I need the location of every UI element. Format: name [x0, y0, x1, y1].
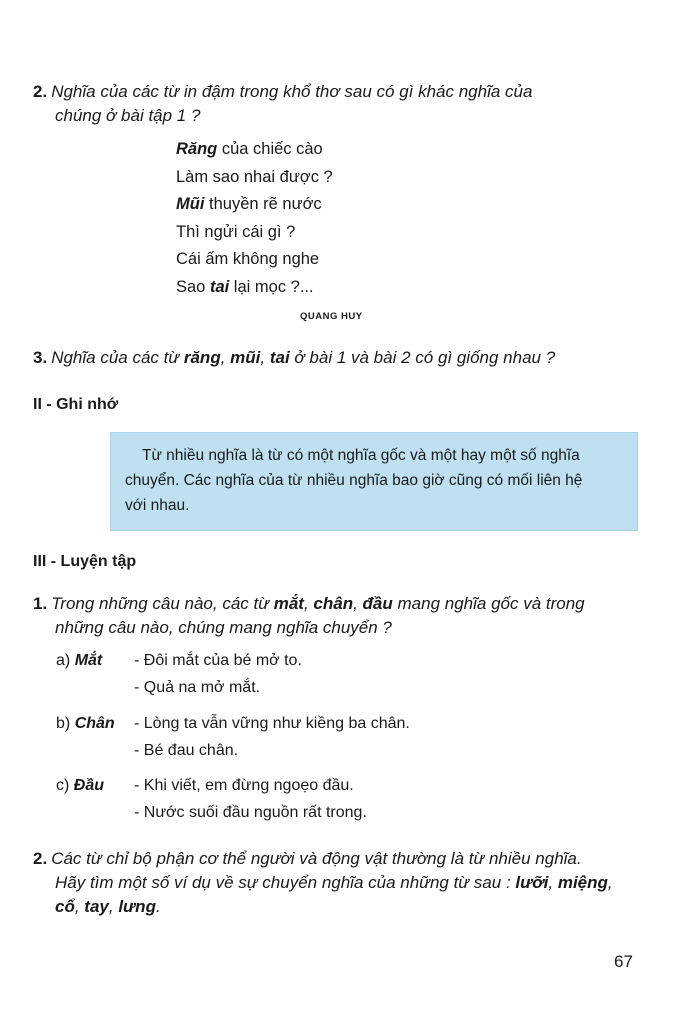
item-row [56, 647, 302, 674]
poem [176, 136, 333, 301]
poem-line [176, 164, 333, 192]
question-2-text: Nghĩa của các từ in đậm trong khổ thơ sau có gì khác nghĩa của [51, 82, 533, 101]
exercise-text: Trong những câu nào, các từ [51, 594, 274, 613]
poem-text: Làm sao nhai được ? [176, 167, 333, 186]
separator: , [303, 594, 314, 613]
item-label [56, 710, 134, 737]
question-3 [33, 346, 683, 370]
item-sentence: - Bé đau chân. [134, 742, 239, 759]
poem-line [176, 246, 333, 274]
exercise-text: Hãy tìm một số ví dụ về sự chuyển nghĩa của những từ sau : [55, 873, 516, 892]
note-line: với nhau. [125, 497, 190, 514]
question-2-line2: chúng ở bài tập 1 ? [55, 106, 201, 125]
bold-word: đầu [362, 594, 393, 613]
poem-text: lại mọc ?... [229, 277, 314, 296]
exercise-1-line1 [33, 592, 683, 616]
note-line: chuyển. Các nghĩa của từ nhiều nghĩa bao giờ cũng có mối liên hệ [125, 472, 583, 489]
bold-word: tai [209, 277, 230, 296]
item-word: Đầu [73, 777, 105, 794]
poem-text: thuyền rẽ nước [204, 195, 322, 213]
separator: , [220, 348, 231, 367]
bold-word: Răng [176, 140, 218, 158]
bold-word: miệng [557, 873, 608, 892]
separator: , [353, 594, 363, 613]
exercise-1 [33, 592, 683, 640]
bold-word: cổ [55, 897, 75, 916]
separator: , [607, 873, 613, 892]
bold-word: răng [183, 348, 221, 367]
item-word: Chân [74, 715, 115, 732]
exercise-item-a [56, 647, 302, 701]
question-number: 2. [33, 82, 48, 101]
poem-author: QUANG HUY [300, 311, 363, 322]
separator: , [74, 897, 85, 916]
item-row [56, 710, 410, 737]
separator: , [260, 348, 270, 367]
bold-word: tay [84, 897, 109, 916]
item-prefix: a) [56, 652, 71, 669]
poem-line [176, 191, 333, 219]
section-luyen-tap-title: III - Luyện tập [33, 553, 137, 570]
poem-text: Sao [176, 277, 210, 296]
item-label [56, 772, 134, 799]
item-word: Mắt [74, 652, 103, 669]
item-sentence: - Khi viết, em đừng ngoẹo đầu. [134, 777, 354, 794]
question-number: 3. [33, 348, 48, 367]
separator: . [155, 897, 161, 916]
exercise-1-line2: những câu nào, chúng mang nghĩa chuyển ? [55, 618, 392, 637]
item-sentence: - Đôi mắt của bé mở to. [134, 652, 302, 669]
item-label [56, 647, 134, 674]
item-prefix: c) [56, 777, 70, 794]
exercise-text: Các từ chỉ bộ phận cơ thể người và động vật thường là từ nhiều nghĩa. [51, 849, 582, 868]
item-row [56, 772, 367, 799]
exercise-2-line1 [33, 847, 688, 871]
bold-word: chân [313, 594, 354, 613]
note-box [110, 432, 638, 531]
separator: , [548, 873, 558, 892]
exercise-2-line3 [33, 895, 688, 919]
note-line: Từ nhiều nghĩa là từ có một nghĩa gốc và một hay một số nghĩa [142, 447, 580, 464]
section-ghi-nho-title: II - Ghi nhớ [33, 396, 119, 413]
exercise-text: mang nghĩa gốc và trong [392, 594, 585, 613]
page-number: 67 [614, 952, 633, 971]
item-sentence: - Lòng ta vẫn vững như kiềng ba chân. [134, 715, 410, 732]
poem-line [176, 219, 333, 247]
item-prefix: b) [56, 715, 71, 732]
exercise-2-line2 [33, 871, 688, 895]
poem-line [176, 274, 333, 302]
question-2-line1 [33, 80, 673, 104]
question-3-text: ở bài 1 và bài 2 có gì giống nhau ? [289, 348, 556, 367]
bold-word: Mũi [176, 195, 205, 213]
exercise-item-c [56, 772, 367, 826]
bold-word: mũi [230, 348, 261, 367]
poem-line [176, 136, 333, 164]
bold-word: mắt [273, 594, 304, 613]
question-2 [33, 80, 673, 128]
separator: , [108, 897, 119, 916]
exercise-item-b [56, 710, 410, 764]
exercise-number: 1. [33, 594, 48, 613]
exercise-2 [33, 847, 688, 919]
poem-text: của chiếc cào [217, 140, 323, 158]
note-text [111, 443, 637, 518]
bold-word: lưỡi [515, 873, 549, 892]
item-sentence: - Nước suối đầu nguồn rất trong. [134, 804, 367, 821]
bold-word: tai [269, 348, 290, 367]
exercise-number: 2. [33, 849, 48, 868]
item-sentence: - Quả na mở mắt. [134, 679, 261, 696]
question-3-text: Nghĩa của các từ [51, 348, 184, 367]
bold-word: lưng [118, 897, 156, 916]
poem-text: Cái ấm không nghe [176, 250, 320, 268]
poem-text: Thì ngửi cái gì ? [176, 222, 296, 241]
